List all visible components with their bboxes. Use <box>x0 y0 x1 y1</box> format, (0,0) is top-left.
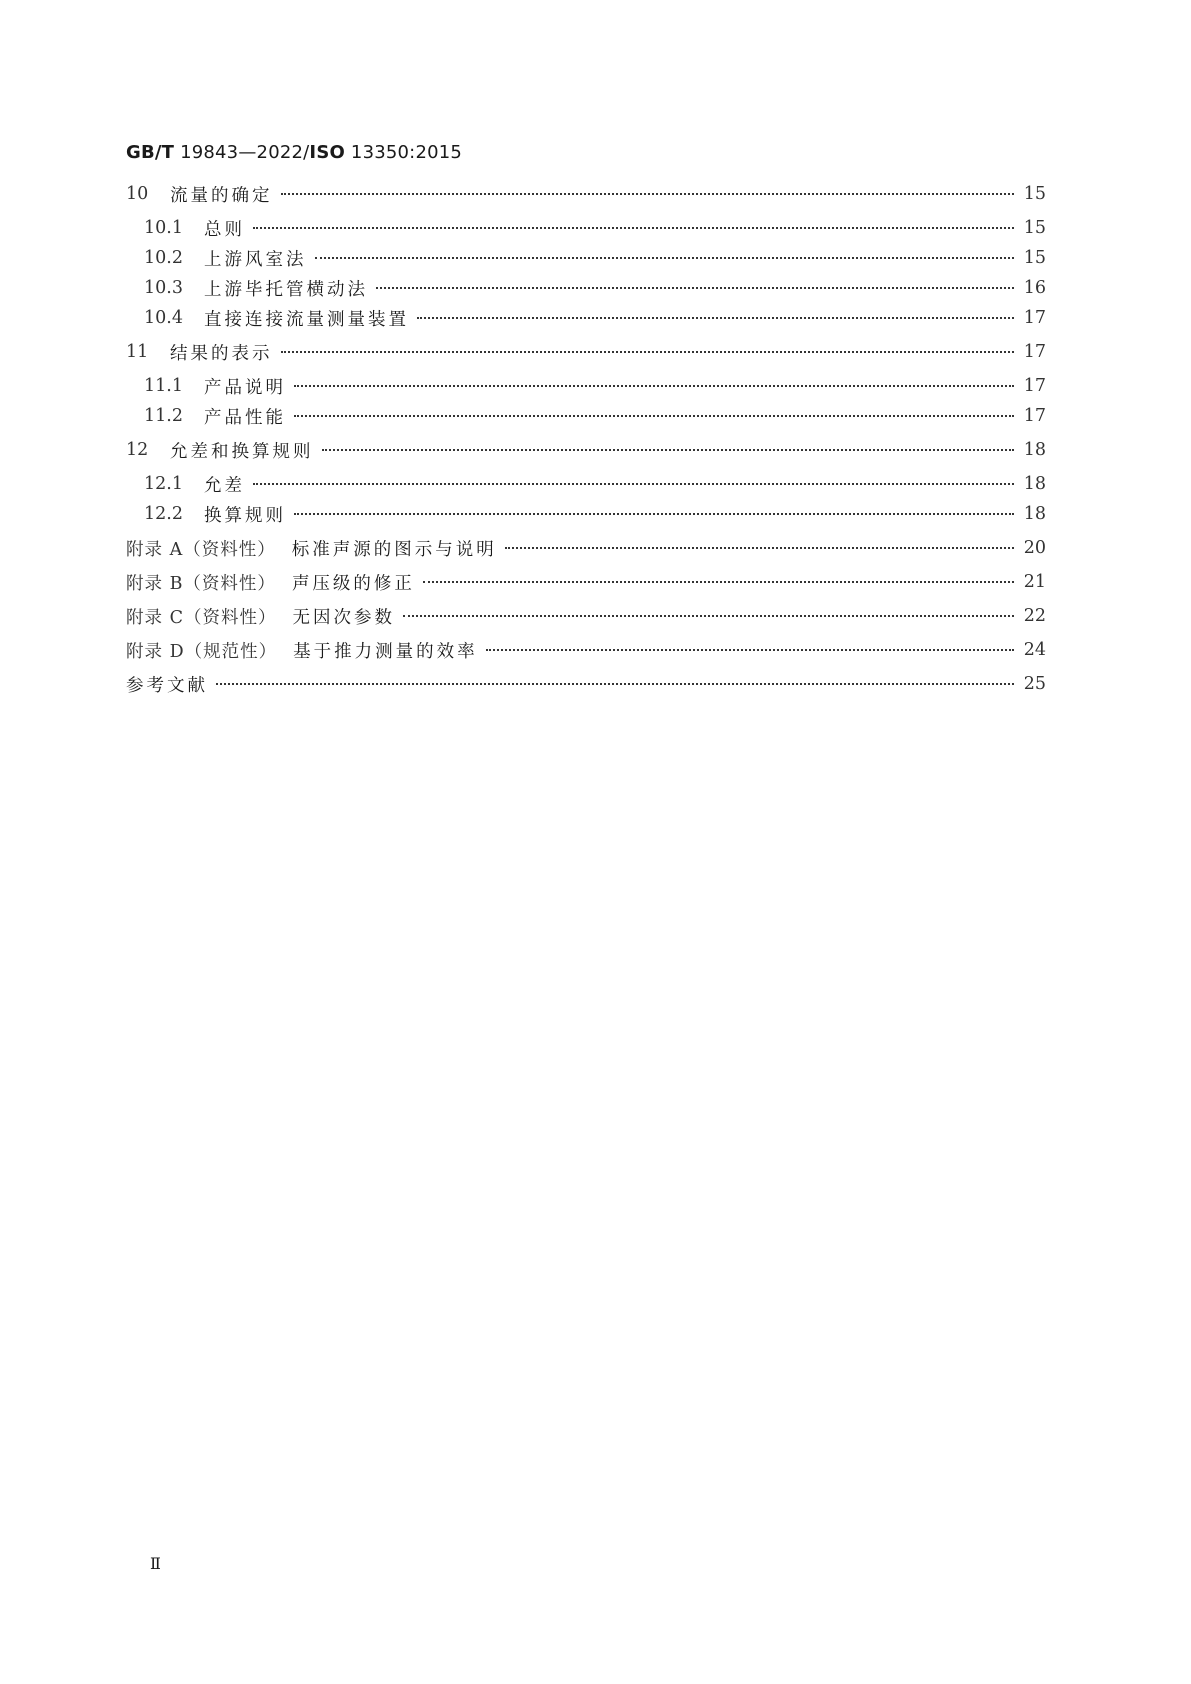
toc-entry-title: 无因次参数 <box>292 607 395 628</box>
toc-entry-title: 上游风室法 <box>204 249 307 270</box>
toc-entry-number: 12 <box>126 440 149 460</box>
toc-entry-title: 允差和换算规则 <box>170 441 314 462</box>
toc-entry[interactable] <box>144 374 1046 398</box>
toc-entry[interactable] <box>144 246 1046 270</box>
toc-entry-title: 产品说明 <box>204 377 286 398</box>
toc-entry-number: 10.2 <box>144 248 183 268</box>
toc-entry-number: 11 <box>126 342 149 362</box>
toc-leader-dots <box>281 181 1015 195</box>
toc-entry-number: 10 <box>126 184 149 204</box>
toc-leader-dots <box>423 569 1014 583</box>
toc-entry-page: 18 <box>1023 440 1046 460</box>
toc-entry-page: 21 <box>1023 572 1046 592</box>
toc-entry-page: 17 <box>1023 342 1046 362</box>
toc-entry[interactable] <box>144 404 1046 428</box>
toc-entry-number: 10.3 <box>144 278 183 298</box>
page-number: Ⅱ <box>150 1554 161 1573</box>
toc-entry-title: 基于推力测量的效率 <box>293 641 478 662</box>
toc-entry[interactable] <box>126 570 1046 594</box>
toc-entry-title: 总则 <box>204 219 245 240</box>
toc-entry-number: 附录 A（资料性） <box>126 539 276 560</box>
toc-entry-title: 换算规则 <box>204 505 286 526</box>
toc-entry[interactable] <box>144 276 1046 300</box>
toc-entry[interactable] <box>126 536 1046 560</box>
toc-leader-dots <box>376 275 1014 289</box>
toc-leader-dots <box>294 373 1014 387</box>
toc-entry[interactable] <box>144 502 1046 526</box>
toc-entry[interactable] <box>126 340 1046 364</box>
toc-entry[interactable] <box>144 216 1046 240</box>
toc-leader-dots <box>253 215 1014 229</box>
toc-entry-page: 25 <box>1023 674 1046 694</box>
toc-entry[interactable] <box>126 438 1046 462</box>
toc-entry-number: 附录 C（资料性） <box>126 607 277 628</box>
toc-leader-dots <box>253 471 1014 485</box>
toc-entry-number: 11.1 <box>144 376 183 396</box>
standard-code: GB/T <box>126 142 175 163</box>
iso-code: ISO <box>309 142 345 163</box>
toc-leader-dots <box>294 501 1014 515</box>
toc-entry-page: 15 <box>1023 184 1046 204</box>
toc-leader-dots <box>403 603 1014 617</box>
standard-number: 19843—2022/ <box>180 142 310 163</box>
toc-entry[interactable] <box>126 604 1046 628</box>
toc-entry-number: 附录 B（资料性） <box>126 573 276 594</box>
toc-entry-number: 10.4 <box>144 308 183 328</box>
toc-entry-page: 20 <box>1023 538 1046 558</box>
toc-entry-title: 允差 <box>204 475 245 496</box>
iso-number: 13350:2015 <box>350 142 463 163</box>
toc-leader-dots <box>315 245 1015 259</box>
toc-entry-title: 上游毕托管横动法 <box>204 279 368 300</box>
toc-entry[interactable] <box>144 306 1046 330</box>
toc-leader-dots <box>216 671 1014 685</box>
toc-entry[interactable] <box>144 472 1046 496</box>
toc-entry-page: 16 <box>1023 278 1046 298</box>
toc-entry-page: 18 <box>1023 504 1046 524</box>
toc-leader-dots <box>281 339 1015 353</box>
toc-entry-title: 参考文献 <box>126 675 208 696</box>
toc-entry-title: 产品性能 <box>204 407 286 428</box>
toc-entry-number: 12.1 <box>144 474 183 494</box>
document-header <box>126 142 462 163</box>
toc-entry-page: 15 <box>1023 218 1046 238</box>
toc-entry-page: 17 <box>1023 406 1046 426</box>
toc-entry[interactable] <box>126 672 1046 696</box>
toc-entry-title: 直接连接流量测量装置 <box>204 309 409 330</box>
toc-entry-page: 15 <box>1023 248 1046 268</box>
toc-entry[interactable] <box>126 638 1046 662</box>
toc-entry-number: 11.2 <box>144 406 183 426</box>
toc-entry-number: 附录 D（规范性） <box>126 641 278 662</box>
toc-entry-title: 声压级的修正 <box>291 573 415 594</box>
toc-entry-title: 流量的确定 <box>170 185 273 206</box>
toc-entry-page: 24 <box>1023 640 1046 660</box>
toc-entry-number: 12.2 <box>144 504 183 524</box>
toc-entry-page: 22 <box>1023 606 1046 626</box>
toc-entry-page: 18 <box>1023 474 1046 494</box>
toc-leader-dots <box>417 305 1014 319</box>
toc-entry-number: 10.1 <box>144 218 183 238</box>
toc-leader-dots <box>294 403 1014 417</box>
toc-entry[interactable] <box>126 182 1046 206</box>
toc-leader-dots <box>322 437 1015 451</box>
toc-leader-dots <box>505 535 1014 549</box>
toc-entry-title: 标准声源的图示与说明 <box>291 539 497 560</box>
toc-leader-dots <box>486 637 1014 651</box>
toc-entry-title: 结果的表示 <box>170 343 273 364</box>
toc-entry-page: 17 <box>1023 308 1046 328</box>
toc-entry-page: 17 <box>1023 376 1046 396</box>
